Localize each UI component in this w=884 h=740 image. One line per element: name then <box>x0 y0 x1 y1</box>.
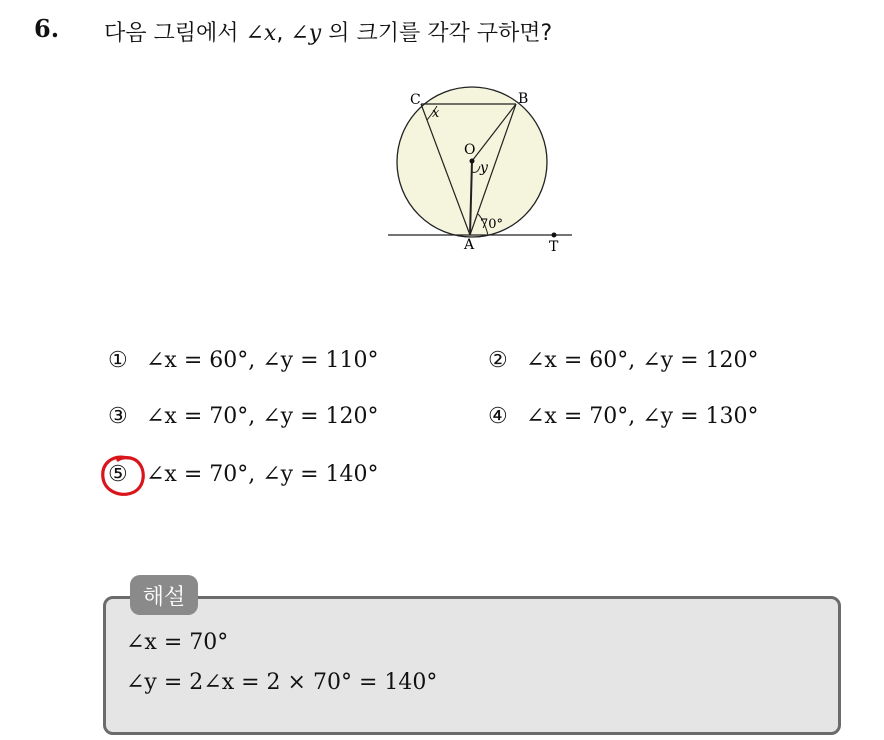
choice-expression: ∠x = 60°, ∠y = 120° <box>526 348 759 373</box>
label-70: 70° <box>480 217 504 232</box>
choice-expression: ∠x = 70°, ∠y = 120° <box>146 404 379 429</box>
choice-number: ② <box>488 348 508 373</box>
explanation-box <box>103 596 841 735</box>
point-o <box>470 159 475 164</box>
label-t: T <box>549 239 559 255</box>
question-sep: , <box>276 21 291 46</box>
choice-1[interactable] <box>108 348 379 373</box>
question-suffix: 의 크기를 각각 구하면? <box>321 21 553 46</box>
choice-expression: ∠x = 70°, ∠y = 140° <box>146 462 379 487</box>
question-text <box>104 16 552 47</box>
circle-figure <box>380 86 580 256</box>
choice-number: ④ <box>488 404 508 429</box>
answer-circle-mark <box>98 452 150 500</box>
label-b: B <box>518 91 529 107</box>
choice-3[interactable] <box>108 404 379 429</box>
label-x: x <box>432 106 440 121</box>
explanation-line-1: ∠x = 70° <box>126 630 229 655</box>
question-prefix: 다음 그림에서 <box>104 21 246 46</box>
label-a: A <box>464 237 475 253</box>
point-t <box>552 233 557 238</box>
choice-2[interactable] <box>488 348 759 373</box>
label-o: O <box>464 142 476 158</box>
explanation-line-2: ∠y = 2∠x = 2 × 70° = 140° <box>126 670 438 695</box>
angle-y-symbol: ∠y <box>290 21 322 46</box>
label-y: y <box>480 160 488 176</box>
choice-number: ③ <box>108 404 128 429</box>
choice-number: ⑤ <box>108 462 128 487</box>
question-number: 6. <box>34 14 60 43</box>
label-c: C <box>410 92 421 108</box>
choice-4[interactable] <box>488 404 759 429</box>
explanation-tab: 해설 <box>130 575 198 615</box>
choice-number: ① <box>108 348 128 373</box>
angle-x-symbol: ∠x <box>245 21 277 46</box>
choice-expression: ∠x = 60°, ∠y = 110° <box>146 348 379 373</box>
choice-expression: ∠x = 70°, ∠y = 130° <box>526 404 759 429</box>
